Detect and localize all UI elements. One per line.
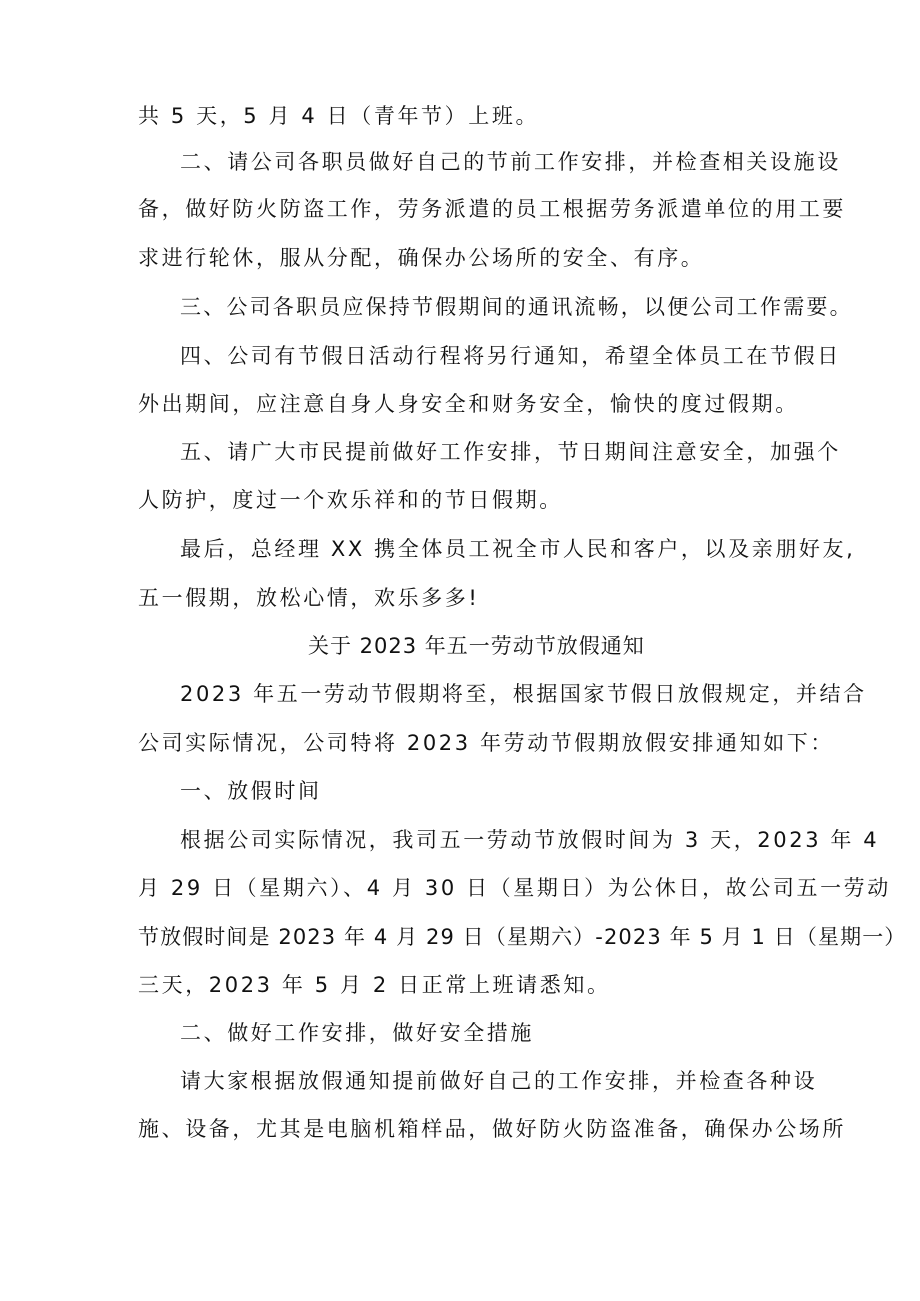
text-line: 2023 年五一劳动节假期将至，根据国家节假日放假规定，并结合 — [180, 682, 867, 706]
text-line: 五一假期，放松心情，欢乐多多! — [138, 586, 480, 610]
text-line: 四、公司有节假日活动行程将另行通知，希望全体员工在节假日 — [180, 344, 841, 368]
text-line: 共 5 天，5 月 4 日（青年节）上班。 — [138, 104, 540, 128]
text-line: 三、公司各职员应保持节假期间的通讯流畅，以便公司工作需要。 — [180, 295, 853, 319]
text-line: 根据公司实际情况，我司五一劳动节放假时间为 3 天，2023 年 4 — [180, 828, 880, 852]
section-heading: 一、放假时间 — [180, 779, 322, 803]
text-line: 最后，总经理 XX 携全体员工祝全市人民和客户，以及亲朋好友, — [180, 537, 856, 561]
text-line: 三天，2023 年 5 月 2 日正常上班请悉知。 — [138, 973, 611, 997]
text-line: 外出期间，应注意自身人身安全和财务安全，愉快的度过假期。 — [138, 392, 799, 416]
text-line: 备，做好防火防盗工作，劳务派遣的员工根据劳务派遣单位的用工要 — [138, 197, 846, 221]
text-line: 节放假时间是 2023 年 4 月 29 日（星期六）-2023 年 5 月 1 日（星期一） — [138, 925, 907, 949]
text-line: 五、请广大市民提前做好工作安排，节日期间注意安全，加强个 — [180, 440, 841, 464]
text-line: 人防护，度过一个欢乐祥和的节日假期。 — [138, 488, 563, 512]
section-heading: 二、做好工作安排，做好安全措施 — [180, 1021, 534, 1045]
text-line: 请大家根据放假通知提前做好自己的工作安排，并检查各种设 — [180, 1069, 818, 1093]
text-line: 施、设备，尤其是电脑机箱样品，做好防火防盗准备，确保办公场所 — [138, 1117, 846, 1141]
text-line: 求进行轮休，服从分配，确保办公场所的安全、有序。 — [138, 246, 705, 270]
text-line: 公司实际情况，公司特将 2023 年劳动节假期放假安排通知如下： — [138, 731, 834, 755]
text-line: 月 29 日（星期六）、4 月 30 日（星期日）为公休日，故公司五一劳动 — [138, 876, 891, 900]
section-title: 关于 2023 年五一劳动节放假通知 — [308, 634, 645, 658]
text-line: 二、请公司各职员做好自己的节前工作安排，并检查相关设施设 — [180, 150, 841, 174]
